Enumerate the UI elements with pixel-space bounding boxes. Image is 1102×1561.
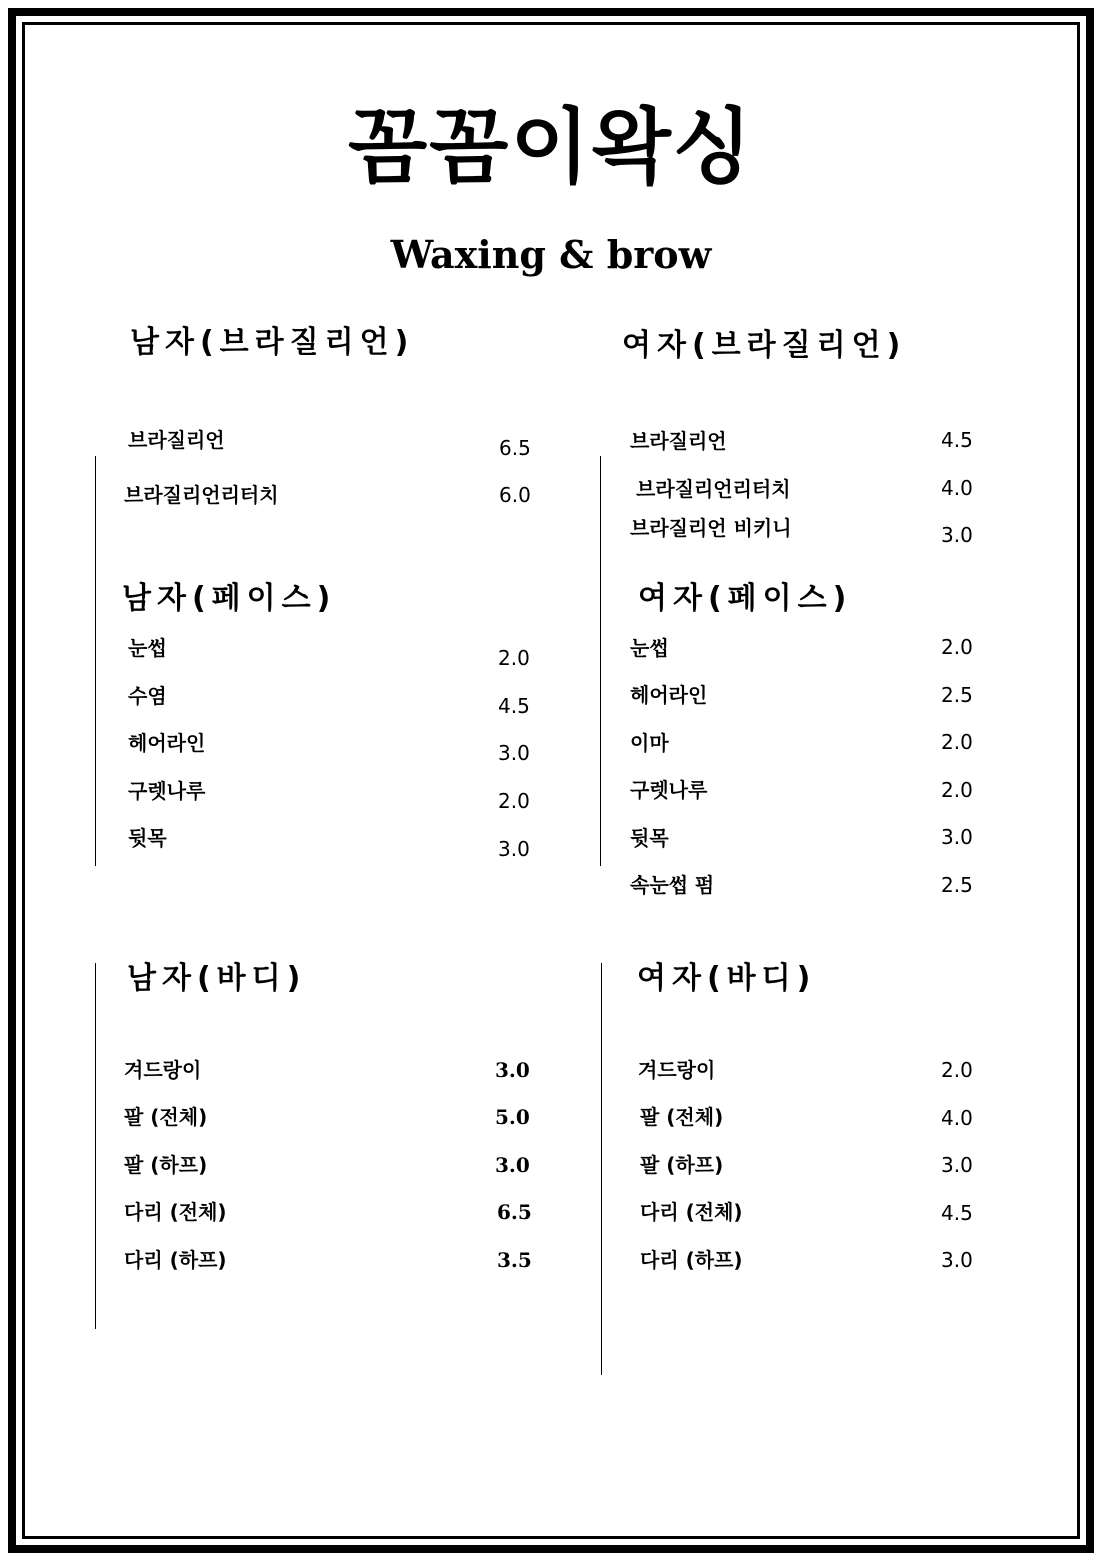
menu-item-name: 속눈썹 펌 [630, 873, 715, 897]
menu-item-name: 팔 (전체) [640, 1105, 724, 1129]
menu-item-name: 팔 (하프) [640, 1153, 724, 1177]
menu-item-price: 4.5 [941, 1201, 973, 1225]
menu-item-price: 2.0 [941, 730, 973, 754]
menu-item-price: 3.0 [941, 825, 973, 849]
menu-item-name: 구렛나루 [128, 779, 206, 803]
menu-item-name: 팔 (하프) [124, 1153, 208, 1177]
menu-item-price: 2.0 [941, 635, 973, 659]
women-face-heading: 여자(페이스) [638, 581, 853, 616]
menu-item-price: 2.5 [941, 873, 973, 897]
menu-item-price: 3.0 [941, 1248, 973, 1272]
menu-item-name: 다리 (하프) [640, 1248, 743, 1272]
menu-item-price: 6.0 [499, 483, 531, 507]
menu-item-price: 4.0 [941, 476, 973, 500]
menu-item-name: 눈썹 [630, 636, 669, 660]
women-brazilian-heading: 여자(브라질리언) [622, 328, 907, 363]
menu-item-name: 뒷목 [128, 826, 167, 850]
menu-item-name: 구렛나루 [630, 778, 708, 802]
menu-item-name: 이마 [630, 731, 669, 755]
women-body-heading: 여자(바디) [637, 961, 817, 996]
menu-item-name: 뒷목 [630, 826, 669, 850]
menu-item-name: 다리 (전체) [124, 1200, 227, 1224]
menu-item-price: 4.5 [941, 428, 973, 452]
menu-item-name: 브라질리언리터치 [124, 483, 279, 507]
menu-item-price: 3.0 [495, 1153, 530, 1177]
menu-item-price: 4.0 [941, 1106, 973, 1130]
menu-item-name: 팔 (전체) [124, 1105, 208, 1129]
menu-item-name: 겨드랑이 [124, 1058, 202, 1082]
divider-men-brazilian-face [95, 456, 96, 866]
menu-item-price: 4.5 [498, 694, 530, 718]
menu-item-name: 브라질리언 [630, 429, 727, 453]
menu-item-price: 3.0 [941, 1153, 973, 1177]
menu-item-price: 3.0 [498, 741, 530, 765]
menu-item-price: 3.0 [495, 1058, 530, 1082]
men-body-heading: 남자(바디) [127, 961, 307, 996]
menu-item-name: 브라질리언 비키니 [630, 516, 792, 540]
menu-item-name: 수염 [128, 684, 167, 708]
menu-item-name: 눈썹 [128, 636, 167, 660]
menu-item-name: 브라질리언 [128, 428, 225, 452]
menu-item-price: 3.0 [941, 523, 973, 547]
men-face-heading: 남자(페이스) [122, 581, 337, 616]
divider-men-body [95, 963, 96, 1329]
shop-subtitle: Waxing & brow [390, 232, 712, 277]
menu-item-name: 다리 (전체) [640, 1200, 743, 1224]
menu-item-price: 6.5 [497, 1200, 532, 1224]
men-brazilian-heading: 남자(브라질리언) [130, 325, 415, 360]
menu-item-price: 2.0 [941, 1058, 973, 1082]
menu-item-name: 다리 (하프) [124, 1248, 227, 1272]
menu-item-price: 3.5 [497, 1248, 532, 1272]
menu-item-name: 겨드랑이 [638, 1058, 716, 1082]
menu-item-name: 헤어라인 [128, 731, 206, 755]
menu-item-price: 2.0 [498, 646, 530, 670]
menu-item-name: 브라질리언리터치 [636, 477, 791, 501]
menu-item-price: 2.5 [941, 683, 973, 707]
menu-item-price: 3.0 [498, 837, 530, 861]
menu-item-price: 5.0 [495, 1105, 530, 1129]
divider-women-body [601, 963, 602, 1375]
shop-title: 꼼꼼이왁싱 [347, 100, 755, 195]
divider-women-brazilian-face [600, 456, 601, 866]
menu-item-price: 2.0 [941, 778, 973, 802]
menu-item-price: 6.5 [499, 436, 531, 460]
menu-item-name: 헤어라인 [630, 683, 708, 707]
menu-item-price: 2.0 [498, 789, 530, 813]
